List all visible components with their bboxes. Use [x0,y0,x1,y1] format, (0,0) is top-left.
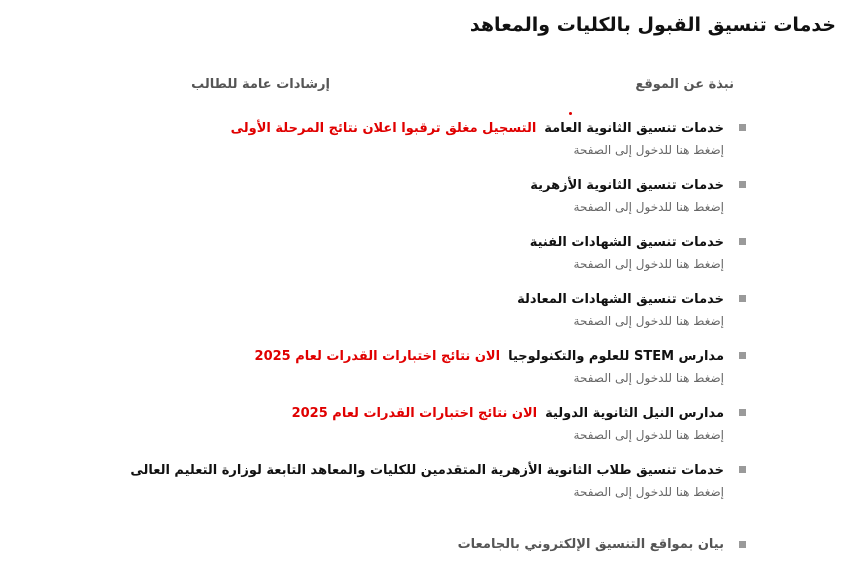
square-bullet-icon [739,541,746,548]
service-title[interactable]: خدمات تنسيق الشهادات المعادلة [517,292,724,307]
service-item-general-secondary [231,120,724,159]
service-title[interactable]: مدارس STEM للعلوم والتكنولوجيا [508,349,724,364]
service-item-equivalent-certificates [517,291,724,330]
enter-page-link[interactable]: إضغط هنا للدخول إلى الصفحة [573,143,724,157]
square-bullet-icon [739,238,746,245]
service-title[interactable]: خدمات تنسيق الشهادات الفنية [529,235,724,250]
service-item-technical-certificates [530,234,724,273]
enter-page-link[interactable]: إضغط هنا للدخول إلى الصفحة [573,200,724,214]
service-title[interactable]: خدمات تنسيق الثانوية العامة [544,121,724,136]
enter-page-link[interactable]: إضغط هنا للدخول إلى الصفحة [573,485,724,499]
square-bullet-icon [739,181,746,188]
service-item-stem-schools [255,348,724,387]
square-bullet-icon [739,295,746,302]
service-item-azhar-higher-education [130,462,724,501]
footer-item-label: بيان بمواقع التنسيق الإلكتروني بالجامعات [457,537,724,552]
enter-page-link[interactable]: إضغط هنا للدخول إلى الصفحة [573,314,724,328]
square-bullet-icon [739,124,746,131]
service-notice: الان نتائج اختبارات القدرات لعام 2025 [291,406,538,421]
service-item-azhar-secondary [530,177,724,216]
service-notice: التسجيل مغلق ترقبوا اعلان نتائج المرحلة الأولى [230,121,537,136]
enter-page-link[interactable]: إضغط هنا للدخول إلى الصفحة [573,371,724,385]
page-title: خدمات تنسيق القبول بالكليات والمعاهد [469,14,836,36]
service-item-nile-schools [292,405,724,444]
enter-page-link[interactable]: إضغط هنا للدخول إلى الصفحة [573,428,724,442]
service-title[interactable]: خدمات تنسيق طلاب الثانوية الأزهرية المتقدمين للكليات والمعاهد التابعة لوزارة التعليم العالى [130,463,724,478]
square-bullet-icon [739,466,746,473]
square-bullet-icon [739,352,746,359]
about-site-link[interactable]: نبذة عن الموقع [635,77,734,92]
university-coordination-sites-link[interactable] [458,536,724,554]
service-title[interactable]: خدمات تنسيق الثانوية الأزهرية [530,178,724,193]
enter-page-link[interactable]: إضغط هنا للدخول إلى الصفحة [573,257,724,271]
service-title[interactable]: مدارس النيل الثانوية الدولية [545,406,724,421]
service-notice: الان نتائج اختبارات القدرات لعام 2025 [254,349,501,364]
square-bullet-icon [739,409,746,416]
red-dot-icon [569,112,572,115]
student-guidance-link[interactable]: إرشادات عامة للطالب [191,77,330,92]
